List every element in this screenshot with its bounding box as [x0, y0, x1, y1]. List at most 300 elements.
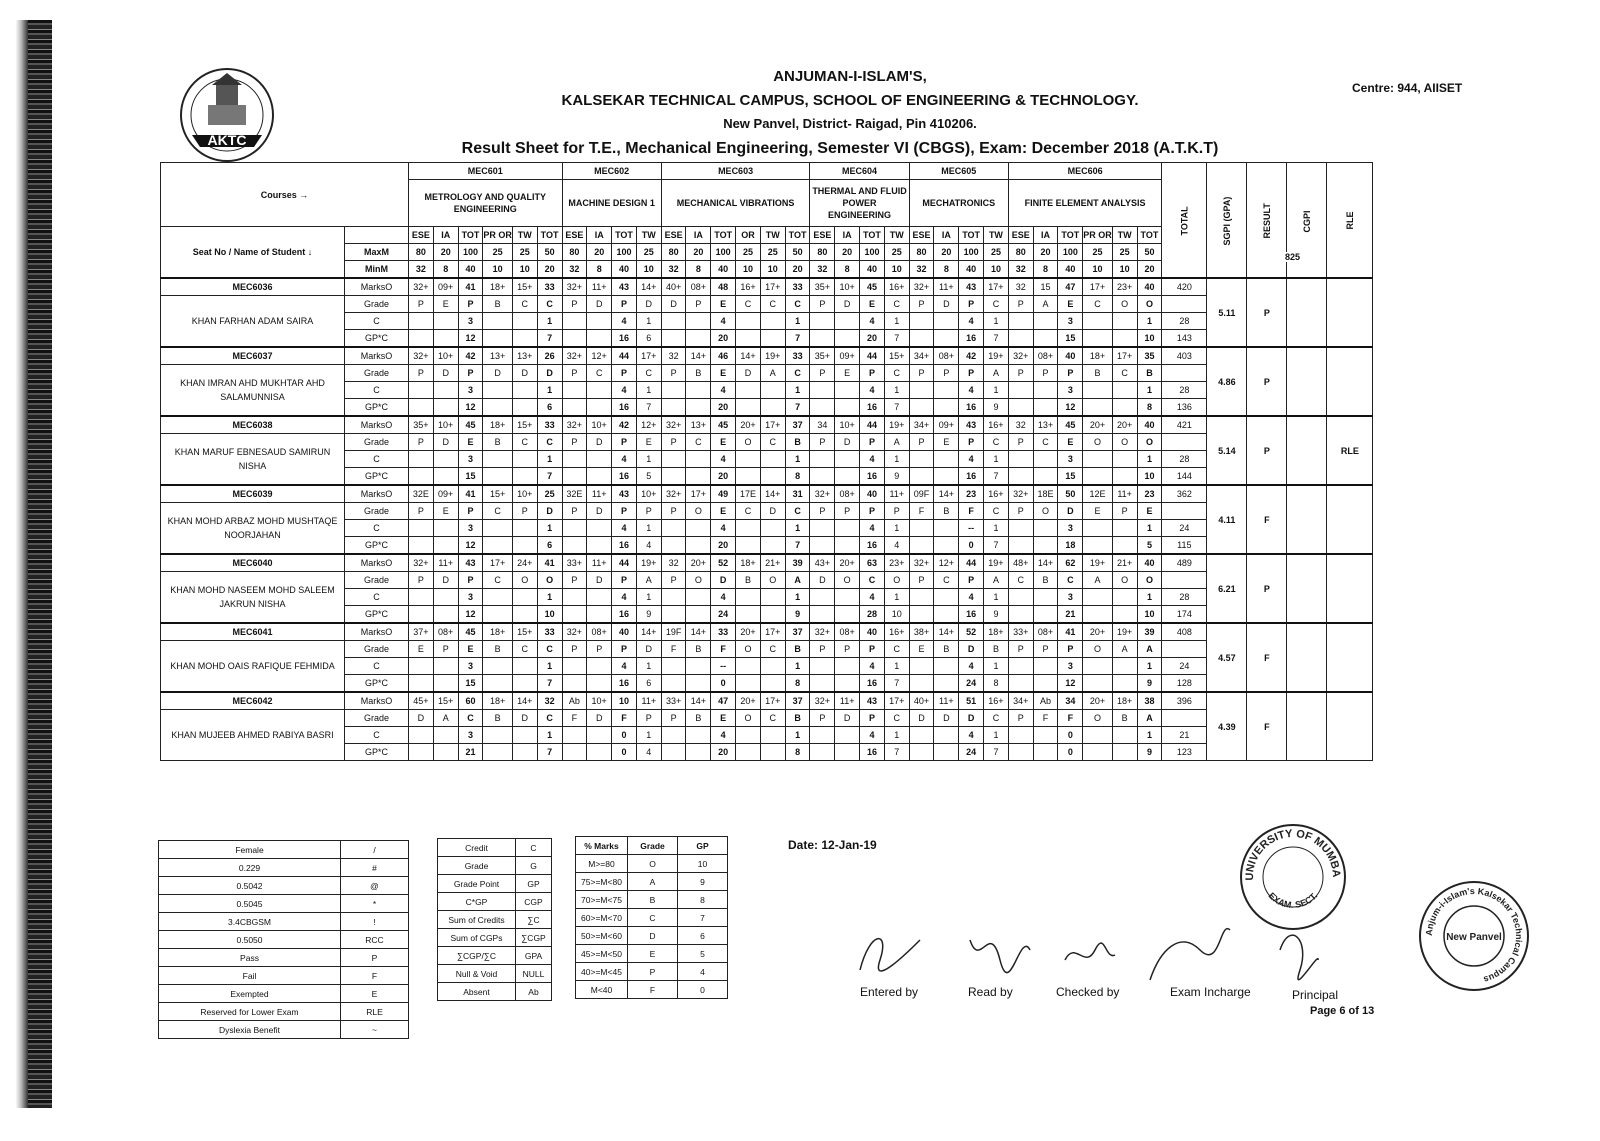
mark-cell: 4: [959, 451, 984, 468]
mark-cell: C: [1033, 434, 1058, 451]
mark-cell: 39: [1137, 623, 1162, 641]
mark-cell: [1083, 675, 1113, 693]
mark-cell: 16: [860, 537, 885, 555]
mark-cell: 10+: [835, 416, 860, 434]
mark-cell: 1: [785, 451, 810, 468]
min-marks-cell: 10: [483, 261, 513, 279]
mark-cell: Ab: [562, 692, 587, 710]
mark-cell: [934, 727, 959, 744]
mark-cell: 34: [1058, 692, 1083, 710]
legend3-cell: 4: [678, 963, 728, 981]
mark-cell: 4: [860, 520, 885, 537]
mark-cell: [562, 727, 587, 744]
mark-cell: 08+: [835, 485, 860, 503]
rle-value: [1327, 554, 1373, 623]
mark-cell: D: [636, 296, 661, 313]
mark-cell: [1083, 382, 1113, 399]
mark-cell: --: [711, 658, 736, 675]
mark-cell: P: [562, 503, 587, 520]
mark-cell: E: [711, 503, 736, 520]
minm-label: MinM: [345, 261, 409, 279]
header-line2: KALSEKAR TECHNICAL CAMPUS, SCHOOL OF ENGINEERING & TECHNOLOGY.: [561, 92, 1139, 109]
subject-code: MEC603: [661, 163, 810, 180]
mark-cell: P: [1008, 365, 1033, 382]
mark-cell: 14+: [760, 485, 785, 503]
mark-cell: 4: [711, 589, 736, 606]
mark-cell: [1112, 606, 1137, 624]
seat-name-label: Seat No / Name of Student ↓: [161, 227, 345, 279]
mark-cell: 33: [537, 416, 562, 434]
mark-cell: [433, 675, 458, 693]
mark-cell: B: [736, 572, 761, 589]
min-marks-cell: 40: [1058, 261, 1083, 279]
mark-cell: [909, 675, 934, 693]
cgpi-value: [1287, 278, 1327, 347]
mark-cell: 13+: [686, 416, 711, 434]
mark-cell: [810, 451, 835, 468]
sgpi-value: 4.39: [1207, 692, 1247, 761]
mark-cell: 45: [458, 416, 483, 434]
mark-cell: [810, 468, 835, 486]
mark-cell: 42: [612, 416, 637, 434]
min-marks-cell: 40: [458, 261, 483, 279]
mark-cell: [810, 382, 835, 399]
mark-cell: P: [512, 503, 537, 520]
mark-cell: [433, 537, 458, 555]
mark-cell: C: [760, 296, 785, 313]
mark-cell: 12: [458, 330, 483, 348]
mark-cell: [760, 313, 785, 330]
legend2-cell: C*GP: [438, 893, 516, 911]
mark-cell: [587, 520, 612, 537]
mark-cell: O: [512, 572, 537, 589]
mark-cell: C: [1112, 365, 1137, 382]
mark-cell: [934, 520, 959, 537]
mark-cell: 32+: [909, 554, 934, 572]
mark-cell: 9: [1137, 744, 1162, 761]
rle-value: [1327, 278, 1373, 347]
mark-cell: [1112, 382, 1137, 399]
rle-value: [1327, 347, 1373, 416]
legend1-cell: Pass: [159, 949, 341, 967]
mark-cell: D: [835, 296, 860, 313]
mark-cell: 09+: [934, 416, 959, 434]
mark-cell: 1: [636, 589, 661, 606]
mark-cell: 08+: [1033, 347, 1058, 365]
mark-cell: [934, 744, 959, 761]
mark-cell: O: [760, 572, 785, 589]
mark-cell: 15: [1058, 330, 1083, 348]
mark-cell: [587, 330, 612, 348]
mark-cell: C: [884, 365, 909, 382]
mark-cell: 123: [1162, 744, 1207, 761]
row-label: C: [345, 589, 409, 606]
mark-cell: 20: [711, 468, 736, 486]
mark-cell: P: [686, 296, 711, 313]
mark-cell: 1: [984, 451, 1009, 468]
mark-cell: [512, 520, 537, 537]
min-marks-cell: 8: [587, 261, 612, 279]
mark-cell: 18+: [483, 278, 513, 296]
mark-cell: [835, 330, 860, 348]
mark-cell: P: [562, 641, 587, 658]
subject-name: FINITE ELEMENT ANALYSIS: [1008, 180, 1162, 227]
summary-header: TOTAL: [1162, 163, 1207, 279]
mark-cell: 4: [711, 520, 736, 537]
min-marks-cell: 40: [612, 261, 637, 279]
mark-cell: 40: [612, 623, 637, 641]
mark-cell: P: [1033, 641, 1058, 658]
mark-cell: 9: [884, 468, 909, 486]
mark-cell: P: [587, 641, 612, 658]
mark-cell: 19+: [1112, 623, 1137, 641]
max-marks-cell: 20: [587, 244, 612, 261]
mark-cell: [1033, 589, 1058, 606]
mark-cell: 18+: [483, 623, 513, 641]
mark-cell: [1083, 330, 1113, 348]
mark-cell: 8: [785, 744, 810, 761]
mark-cell: [1008, 727, 1033, 744]
mark-cell: [686, 313, 711, 330]
mark-cell: [433, 589, 458, 606]
mark-cell: O: [736, 710, 761, 727]
mark-cell: 21: [1058, 606, 1083, 624]
mark-cell: [1008, 399, 1033, 417]
legend2-cell: Grade: [438, 857, 516, 875]
rle-value: [1327, 623, 1373, 692]
mark-cell: 18+: [483, 416, 513, 434]
row-label: GP*C: [345, 330, 409, 348]
mark-cell: P: [433, 641, 458, 658]
legend1-cell: 0.5045: [159, 895, 341, 913]
mark-cell: 1: [884, 589, 909, 606]
mark-cell: [760, 451, 785, 468]
logo-text: AKTC: [207, 132, 247, 148]
mark-cell: [512, 537, 537, 555]
mark-cell: 21: [1162, 727, 1207, 744]
mark-cell: [409, 382, 434, 399]
mark-cell: 28: [1162, 589, 1207, 606]
mark-cell: [512, 451, 537, 468]
mark-cell: [934, 675, 959, 693]
mark-cell: 48+: [1008, 554, 1033, 572]
mark-cell: 8: [984, 675, 1009, 693]
legend1-cell: Fail: [159, 967, 341, 985]
column-header: ESE: [1008, 227, 1033, 244]
row-label: GP*C: [345, 606, 409, 624]
college-logo: [178, 65, 276, 165]
mark-cell: C: [984, 434, 1009, 451]
mark-cell: 16: [860, 399, 885, 417]
mark-cell: 14+: [934, 485, 959, 503]
mark-cell: 33: [785, 278, 810, 296]
mark-cell: D: [959, 641, 984, 658]
mark-cell: 15+: [512, 623, 537, 641]
legend2-cell: ∑CGP/∑C: [438, 947, 516, 965]
mark-cell: C: [483, 572, 513, 589]
mark-cell: 12E: [1083, 485, 1113, 503]
legend3-cell: 75>=M<80: [576, 873, 628, 891]
mark-cell: [1008, 606, 1033, 624]
mark-cell: C: [537, 296, 562, 313]
max-marks-cell: 25: [884, 244, 909, 261]
mark-cell: 35+: [810, 278, 835, 296]
mark-cell: E: [934, 434, 959, 451]
legend2-cell: C: [516, 839, 552, 857]
mark-cell: 32+: [810, 692, 835, 710]
mark-cell: [934, 537, 959, 555]
mark-cell: F: [909, 503, 934, 520]
mark-cell: [1112, 330, 1137, 348]
mark-cell: [686, 537, 711, 555]
mark-cell: [562, 658, 587, 675]
mark-cell: [1033, 399, 1058, 417]
legend3-cell: 9: [678, 873, 728, 891]
mark-cell: [1033, 537, 1058, 555]
mark-cell: 10+: [433, 347, 458, 365]
mark-cell: [661, 589, 686, 606]
mark-cell: [562, 330, 587, 348]
mark-cell: 43: [860, 692, 885, 710]
mark-cell: 17+: [686, 485, 711, 503]
mark-cell: C: [984, 503, 1009, 520]
mark-cell: [661, 744, 686, 761]
mark-cell: 09+: [433, 278, 458, 296]
mark-cell: 1: [1137, 520, 1162, 537]
mark-cell: 25: [537, 485, 562, 503]
mark-cell: 4: [860, 382, 885, 399]
mark-cell: E: [711, 710, 736, 727]
legend1-cell: Exempted: [159, 985, 341, 1003]
mark-cell: P: [458, 572, 483, 589]
column-header: ESE: [409, 227, 434, 244]
mark-cell: 23+: [1112, 278, 1137, 296]
mark-cell: [909, 330, 934, 348]
mark-cell: 51: [959, 692, 984, 710]
mark-cell: 20+: [835, 554, 860, 572]
mark-cell: [409, 589, 434, 606]
mark-cell: P: [562, 296, 587, 313]
student-name: KHAN IMRAN AHD MUKHTAR AHD SALAMUNNISA: [161, 365, 345, 417]
mark-cell: [562, 744, 587, 761]
row-label: GP*C: [345, 468, 409, 486]
max-marks-cell: 25: [1112, 244, 1137, 261]
legend1-cell: Female: [159, 841, 341, 859]
mark-cell: E: [860, 296, 885, 313]
mark-cell: 50: [1058, 485, 1083, 503]
mark-cell: A: [1033, 296, 1058, 313]
mark-cell: [433, 451, 458, 468]
legend2-cell: Grade Point: [438, 875, 516, 893]
mark-cell: 18+: [1112, 692, 1137, 710]
mark-cell: B: [1033, 572, 1058, 589]
mark-cell: 15+: [483, 485, 513, 503]
mark-cell: P: [934, 365, 959, 382]
mark-cell: C: [884, 710, 909, 727]
maxm-label: MaxM: [345, 244, 409, 261]
mark-cell: P: [562, 365, 587, 382]
mark-cell: D: [760, 503, 785, 520]
mark-cell: 4: [860, 658, 885, 675]
mark-cell: 12: [1058, 399, 1083, 417]
mark-cell: [1008, 675, 1033, 693]
mark-cell: [760, 382, 785, 399]
legend-grade-scale: [575, 836, 728, 999]
mark-cell: P: [1008, 296, 1033, 313]
mark-cell: 17+: [636, 347, 661, 365]
mark-cell: 20: [711, 399, 736, 417]
mark-cell: 16: [612, 537, 637, 555]
mark-cell: C: [934, 572, 959, 589]
mark-cell: 08+: [934, 347, 959, 365]
mark-cell: P: [810, 641, 835, 658]
mark-cell: [409, 451, 434, 468]
legend3-cell: F: [628, 981, 678, 999]
row-label: MarksO: [345, 554, 409, 572]
mark-cell: [433, 658, 458, 675]
mark-cell: [587, 313, 612, 330]
mark-cell: 32: [537, 692, 562, 710]
student-name: KHAN MOHD NASEEM MOHD SALEEM JAKRUN NISHA: [161, 572, 345, 624]
column-header: IA: [433, 227, 458, 244]
mark-cell: 15: [458, 468, 483, 486]
legend1-cell: 0.229: [159, 859, 341, 877]
mark-cell: [512, 744, 537, 761]
mark-cell: 0: [1058, 744, 1083, 761]
row-label: MarksO: [345, 485, 409, 503]
mark-cell: [835, 658, 860, 675]
mark-cell: 62: [1058, 554, 1083, 572]
mark-cell: P: [636, 710, 661, 727]
mark-cell: 1: [785, 382, 810, 399]
mark-cell: 10: [1137, 606, 1162, 624]
legend1-cell: 3.4CBGSM: [159, 913, 341, 931]
mark-cell: [1112, 399, 1137, 417]
mark-cell: [1008, 313, 1033, 330]
row-label: C: [345, 313, 409, 330]
mark-cell: B: [984, 641, 1009, 658]
mark-cell: [409, 658, 434, 675]
mark-cell: [1008, 468, 1033, 486]
mark-cell: [810, 589, 835, 606]
mark-cell: 48: [711, 278, 736, 296]
mark-cell: [1083, 451, 1113, 468]
mark-cell: [934, 382, 959, 399]
mark-cell: 7: [884, 399, 909, 417]
mark-cell: 3: [458, 658, 483, 675]
seat-number: MEC6036: [161, 278, 345, 296]
mark-cell: E: [711, 434, 736, 451]
min-marks-cell: 10: [984, 261, 1009, 279]
mark-cell: 28: [1162, 382, 1207, 399]
mark-cell: [661, 313, 686, 330]
subject-name: THERMAL AND FLUID POWER ENGINEERING: [810, 180, 909, 227]
mark-cell: C: [785, 296, 810, 313]
signature-checked-by: Checked by: [1056, 985, 1120, 999]
mark-cell: 7: [785, 399, 810, 417]
mark-cell: [1033, 313, 1058, 330]
mark-cell: [1112, 313, 1137, 330]
max-marks-cell: 100: [711, 244, 736, 261]
mark-cell: 4: [959, 313, 984, 330]
legend2-cell: GP: [516, 875, 552, 893]
mark-cell: [835, 451, 860, 468]
mark-cell: 32+: [562, 347, 587, 365]
mark-cell: 16: [959, 330, 984, 348]
mark-cell: 408: [1162, 623, 1207, 641]
mark-cell: 09+: [835, 347, 860, 365]
mark-cell: 1: [537, 313, 562, 330]
mark-cell: 33: [785, 347, 810, 365]
result-value: P: [1247, 278, 1287, 347]
mark-cell: 34+: [909, 416, 934, 434]
mark-cell: D: [512, 365, 537, 382]
mark-cell: [661, 382, 686, 399]
mark-cell: 40: [1137, 416, 1162, 434]
mark-cell: P: [409, 503, 434, 520]
mark-cell: B: [1083, 365, 1113, 382]
mark-cell: A: [984, 572, 1009, 589]
mark-cell: 4: [636, 537, 661, 555]
column-header: TOT: [537, 227, 562, 244]
min-marks-cell: 10: [884, 261, 909, 279]
mark-cell: [1162, 365, 1207, 382]
mark-cell: 4: [612, 313, 637, 330]
mark-cell: 32E: [562, 485, 587, 503]
mark-cell: [909, 520, 934, 537]
mark-cell: 1: [984, 520, 1009, 537]
mark-cell: 1: [537, 520, 562, 537]
mark-cell: [661, 399, 686, 417]
max-marks-cell: 80: [1008, 244, 1033, 261]
student-name: KHAN MARUF EBNESAUD SAMIRUN NISHA: [161, 434, 345, 486]
mark-cell: [483, 520, 513, 537]
mark-cell: C: [785, 365, 810, 382]
mark-cell: [760, 675, 785, 693]
student-name: KHAN FARHAN ADAM SAIRA: [161, 296, 345, 348]
mark-cell: D: [483, 365, 513, 382]
legend2-cell: Sum of CGPs: [438, 929, 516, 947]
mark-cell: P: [959, 434, 984, 451]
mark-cell: [483, 727, 513, 744]
max-marks-cell: 50: [537, 244, 562, 261]
mark-cell: Ab: [1033, 692, 1058, 710]
mark-cell: [1083, 606, 1113, 624]
mark-cell: A: [1112, 641, 1137, 658]
mark-cell: [736, 658, 761, 675]
mark-cell: 32: [1008, 416, 1033, 434]
mark-cell: B: [934, 503, 959, 520]
mark-cell: 4: [959, 589, 984, 606]
legend3-cell: 40>=M<45: [576, 963, 628, 981]
mark-cell: 11+: [636, 692, 661, 710]
mark-cell: [1112, 537, 1137, 555]
mark-cell: P: [661, 710, 686, 727]
mark-cell: 08+: [835, 623, 860, 641]
mark-cell: 18+: [1083, 347, 1113, 365]
column-header: TW: [760, 227, 785, 244]
mark-cell: 32+: [562, 278, 587, 296]
scan-edge-strip: [28, 20, 52, 1110]
mark-cell: 11+: [884, 485, 909, 503]
mark-cell: P: [661, 503, 686, 520]
student-name: KHAN MUJEEB AHMED RABIYA BASRI: [161, 710, 345, 761]
mark-cell: P: [636, 503, 661, 520]
mark-cell: [835, 313, 860, 330]
seat-number: MEC6041: [161, 623, 345, 641]
mark-cell: D: [835, 710, 860, 727]
mark-cell: 1: [1137, 658, 1162, 675]
